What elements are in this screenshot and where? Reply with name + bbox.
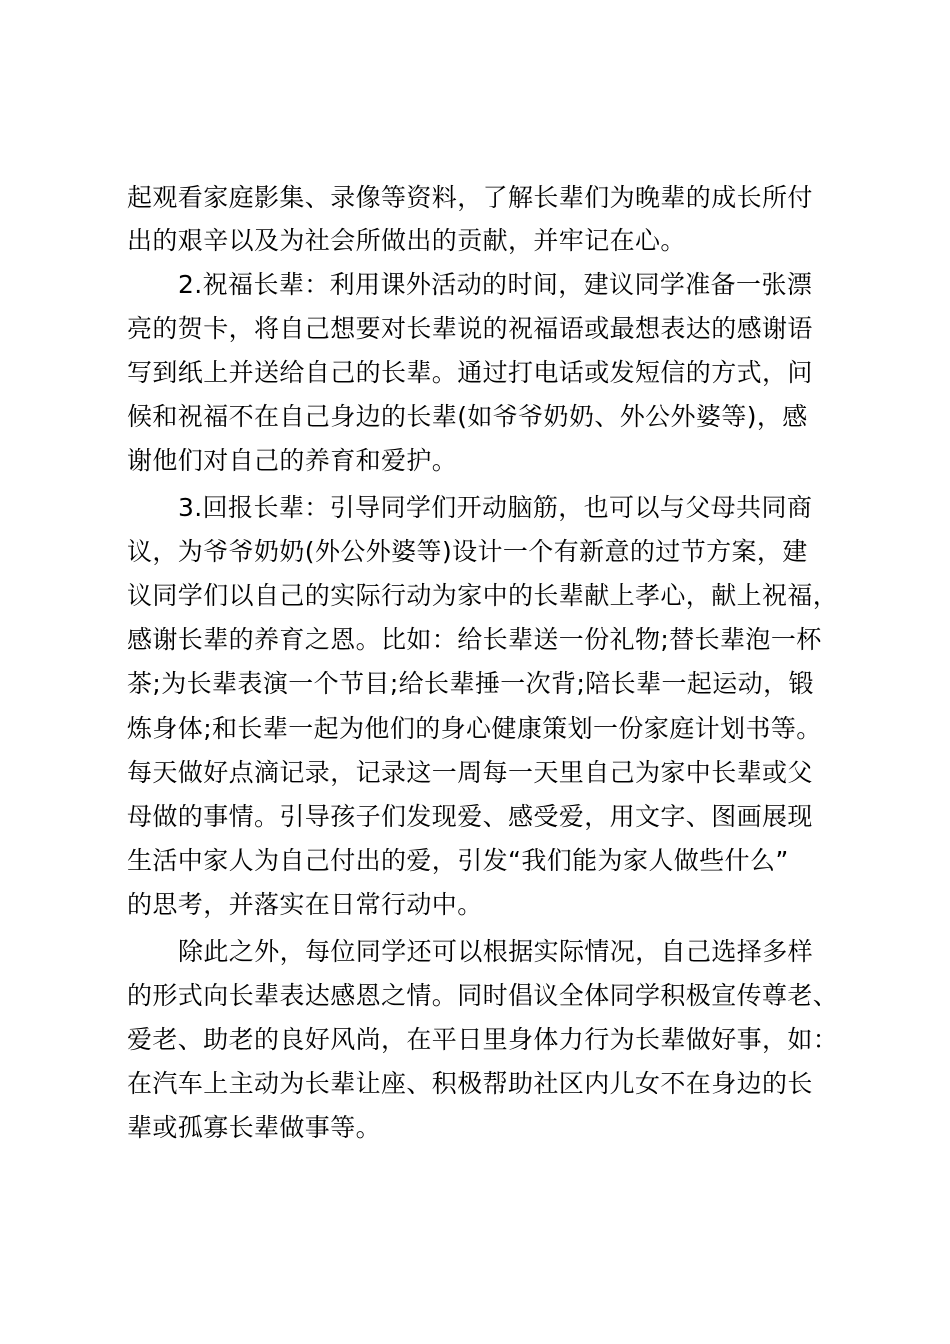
text-line: 母做的事情。引导孩子们发现爱、感受爱，用文字、图画展现	[127, 802, 813, 831]
text-line: 在汽车上主动为长辈让座、积极帮助社区内儿女不在身边的长	[127, 1069, 813, 1098]
text-line: 2.祝福长辈：利用课外活动的时间，建议同学准备一张漂	[178, 270, 813, 299]
text-line: 的形式向长辈表达感恩之情。同时倡议全体同学积极宣传尊老、	[127, 981, 839, 1010]
text-line: 候和祝福不在自己身边的长辈(如爷爷奶奶、外公外婆等)，感	[127, 402, 808, 431]
text-line: 茶;为长辈表演一个节目;给长辈捶一次背;陪长辈一起运动，锻	[127, 669, 814, 698]
text-line: 辈或孤寡长辈做事等。	[127, 1113, 382, 1142]
text-line: 谢他们对自己的养育和爱护。	[127, 446, 458, 475]
text-line: 除此之外，每位同学还可以根据实际情况，自己选择多样	[178, 937, 814, 966]
text-line: 生活中家人为自己付出的爱，引发“我们能为家人做些什么”	[127, 846, 789, 875]
text-line: 写到纸上并送给自己的长辈。通过打电话或发短信的方式，问	[127, 358, 813, 387]
text-line: 亮的贺卡，将自己想要对长辈说的祝福语或最想表达的感谢语	[127, 314, 813, 343]
text-line: 议同学们以自己的实际行动为家中的长辈献上孝心，献上祝福，	[127, 581, 839, 610]
text-line: 每天做好点滴记录，记录这一周每一天里自己为家中长辈或父	[127, 758, 813, 787]
text-line: 感谢长辈的养育之恩。比如：给长辈送一份礼物;替长辈泡一杯	[127, 625, 822, 654]
text-line: 议，为爷爷奶奶(外公外婆等)设计一个有新意的过节方案，建	[127, 537, 808, 566]
text-line: 起观看家庭影集、录像等资料，了解长辈们为晚辈的成长所付	[127, 183, 813, 212]
text-line: 爱老、助老的良好风尚，在平日里身体力行为长辈做好事，如：	[127, 1025, 839, 1054]
text-line: 3.回报长辈：引导同学们开动脑筋，也可以与父母共同商	[178, 493, 813, 522]
text-line: 炼身体;和长辈一起为他们的身心健康策划一份家庭计划书等。	[127, 714, 822, 743]
text-line: 的思考，并落实在日常行动中。	[127, 890, 483, 919]
text-line: 出的艰辛以及为社会所做出的贡献，并牢记在心。	[127, 226, 686, 255]
